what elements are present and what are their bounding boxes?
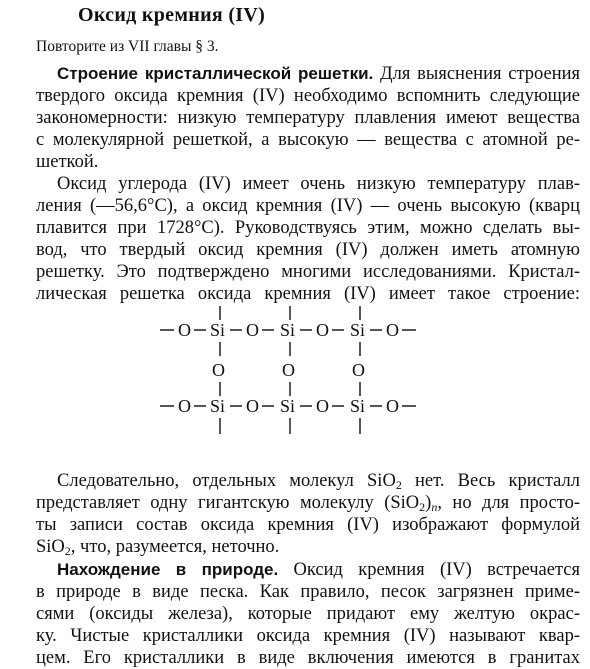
carbon-line-3: плавится при 1728°С). Руководствуясь этим, можно сделать вы- (36, 218, 580, 238)
atom-o: O (282, 360, 295, 380)
page-title: Оксид кремния (IV) (78, 4, 266, 26)
conclusion-line-3: ты записи состав оксида кремния (IV) изображают формулой (36, 515, 580, 535)
atom-si: Si (350, 320, 366, 340)
carbon-line-5: решетку. Это подтверждено многими исследованиями. Кристал- (36, 262, 580, 282)
atom-o: O (178, 320, 191, 340)
nature-line-1: Нахождение в природе. Оксид кремния (IV) встречается (57, 560, 580, 580)
atom-si: Si (350, 396, 366, 416)
atom-o: O (246, 320, 259, 340)
atom-si: Si (280, 396, 296, 416)
nature-line-5: цем. Его кристаллики в виде включения имеются в гранитах (36, 648, 580, 668)
atom-o: O (246, 396, 259, 416)
carbon-line-4: вод, что твердый оксид кремния (IV) должен иметь атомную (36, 240, 580, 260)
carbon-line-2: ления (—56,6°С), а оксид кремния (IV) — очень высокую (кварц (36, 196, 580, 216)
nature-line-2: в природе в виде песка. Как правило, песок загрязнен приме- (36, 582, 580, 602)
nature-line-4: ку. Чистые кристаллики оксида кремния (IV) называют квар- (36, 626, 580, 646)
atom-o: O (386, 320, 399, 340)
atom-o: O (316, 396, 329, 416)
atom-si: Si (280, 320, 296, 340)
structure-line-4: с молекулярной решеткой, а высокую — вещества с атомной ре- (36, 130, 580, 150)
conclusion-line-4: SiO$_2$, что, разумеется, неточно. (36, 537, 280, 558)
conclusion-line-1: Следовательно, отдельных молекул SiO$_2$ нет. Весь кристалл (57, 471, 580, 492)
review-note: Повторите из VII главы § 3. (36, 38, 219, 55)
atom-o: O (352, 360, 365, 380)
structure-line-2: твердого оксида кремния (IV) необходимо вспомнить следующие (36, 86, 580, 106)
structure-line-3: закономерности: низкую температуру плавления имеют вещества (36, 108, 580, 128)
atom-si: Si (210, 396, 226, 416)
structure-line-1: Строение кристаллической решетки. Для выяснения строения (57, 64, 581, 84)
atom-o: O (178, 396, 191, 416)
structure-line-5: шеткой. (36, 152, 99, 172)
atom-si: Si (210, 320, 226, 340)
atom-o: O (386, 396, 399, 416)
nature-heading: Нахождение в природе. (57, 560, 279, 579)
sio2-lattice-diagram (160, 300, 440, 450)
structure-heading: Строение кристаллической решетки. (57, 64, 374, 83)
carbon-line-6: лическая решетка оксида кремния (IV) имеет такое строение: (36, 284, 580, 304)
nature-line-3: сями (оксиды железа), которые придают ему желтую окрас- (36, 604, 580, 624)
carbon-line-1: Оксид углерода (IV) имеет очень низкую температуру плав- (57, 174, 580, 194)
atom-o: O (316, 320, 329, 340)
conclusion-line-2: представляет одну гигантскую молекулу (SiO$_2$)n, но для просто- (36, 493, 580, 514)
atom-o: O (212, 360, 225, 380)
